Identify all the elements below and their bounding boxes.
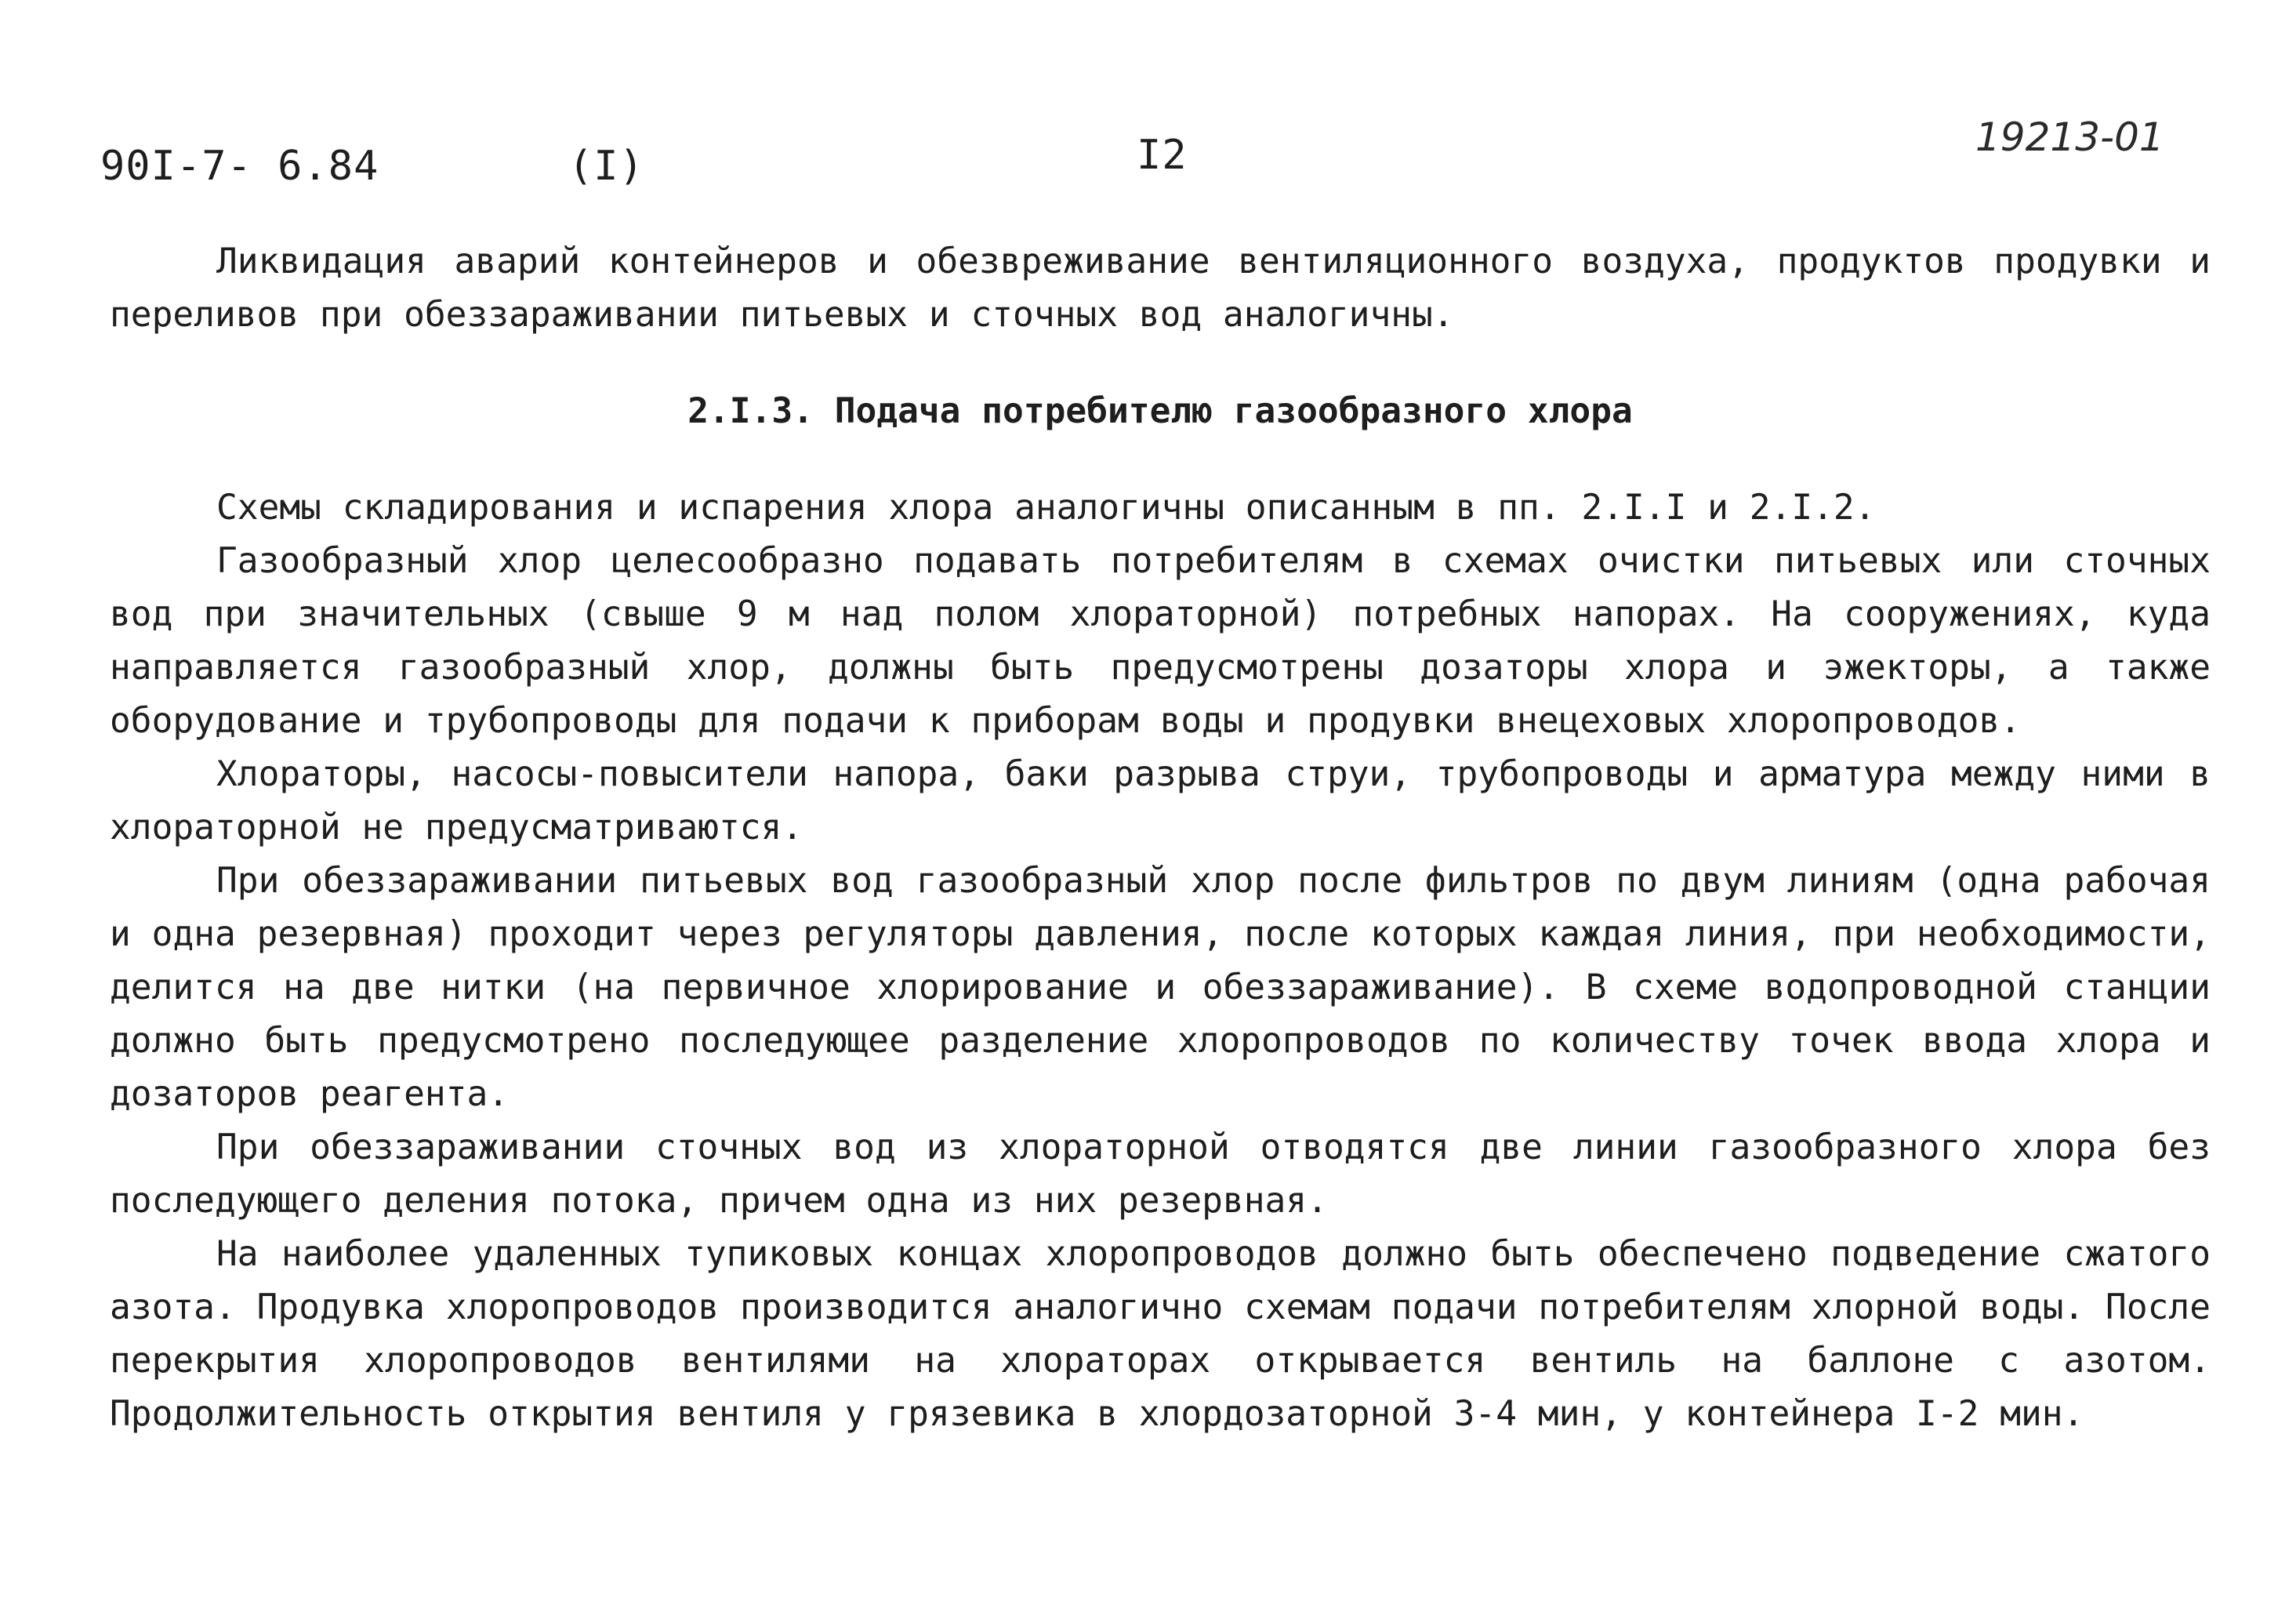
document-body	[110, 235, 2211, 1441]
section-paragraph: Схемы складирования и испарения хлора аналогичны описанным в пп. 2.I.I и 2.I.2.	[216, 488, 1876, 528]
section-paragraph: При обеззараживании сточных вод из хлораторной отводятся две линии газообразного хлора без последующего деления потока, причем одна из них резервная.	[110, 1127, 2211, 1221]
section-paragraph: Хлораторы, насосы-повысители напора, баки разрыва струи, трубопроводы и арматура между ними в хлораторной не предусматриваются.	[110, 754, 2211, 848]
section-heading: 2.I.3. Подача потребителю газообразного хлора	[687, 391, 1633, 431]
inventory-stamp: 19213-01	[1975, 114, 2164, 160]
sheet-marker: (I)	[568, 143, 644, 190]
section-paragraph: На наиболее удаленных тупиковых концах хлоропроводов должно быть обеспечено подведение сжатого азота. Продувка хлоропроводов производится аналогично схемам подачи потребителям хлорной воды. После перекрытия хлоропроводов вентилями на хлораторах открывается вентиль на баллоне с азотом. Продолжительность открытия вентиля у грязевика в хлордозаторной 3-4 мин, у контейнера I-2 мин.	[110, 1234, 2211, 1434]
document-number: 90I-7- 6.84	[100, 143, 379, 190]
section-paragraph: При обеззараживании питьевых вод газообразный хлор после фильтров по двум линиям (одна рабочая и одна резервная) проходит через регуляторы давления, после которых каждая линия, при необходимости, делится на две нитки (на первичное хлорирование и обеззараживание). В схеме водопроводной станции должно быть предусмотрено последующее разделение хлоропроводов по количеству точек ввода хлора и дозаторов реагента.	[110, 861, 2211, 1114]
intro-paragraph: Ликвидация аварий контейнеров и обезвреживание вентиляционного воздуха, продуктов продувки и переливов при обеззараживании питьевых и сточных вод аналогичны.	[110, 241, 2211, 335]
section-paragraph: Газообразный хлор целесообразно подавать потребителям в схемах очистки питьевых или сточных вод при значительных (свыше 9 м над полом хлораторной) потребных напорах. На сооружениях, куда направляется газообразный хлор, должны быть предусмотрены дозаторы хлора и эжекторы, а также оборудование и трубопроводы для подачи к приборам воды и продувки внецеховых хлоропроводов.	[110, 541, 2211, 741]
page-number: I2	[1137, 132, 1188, 179]
